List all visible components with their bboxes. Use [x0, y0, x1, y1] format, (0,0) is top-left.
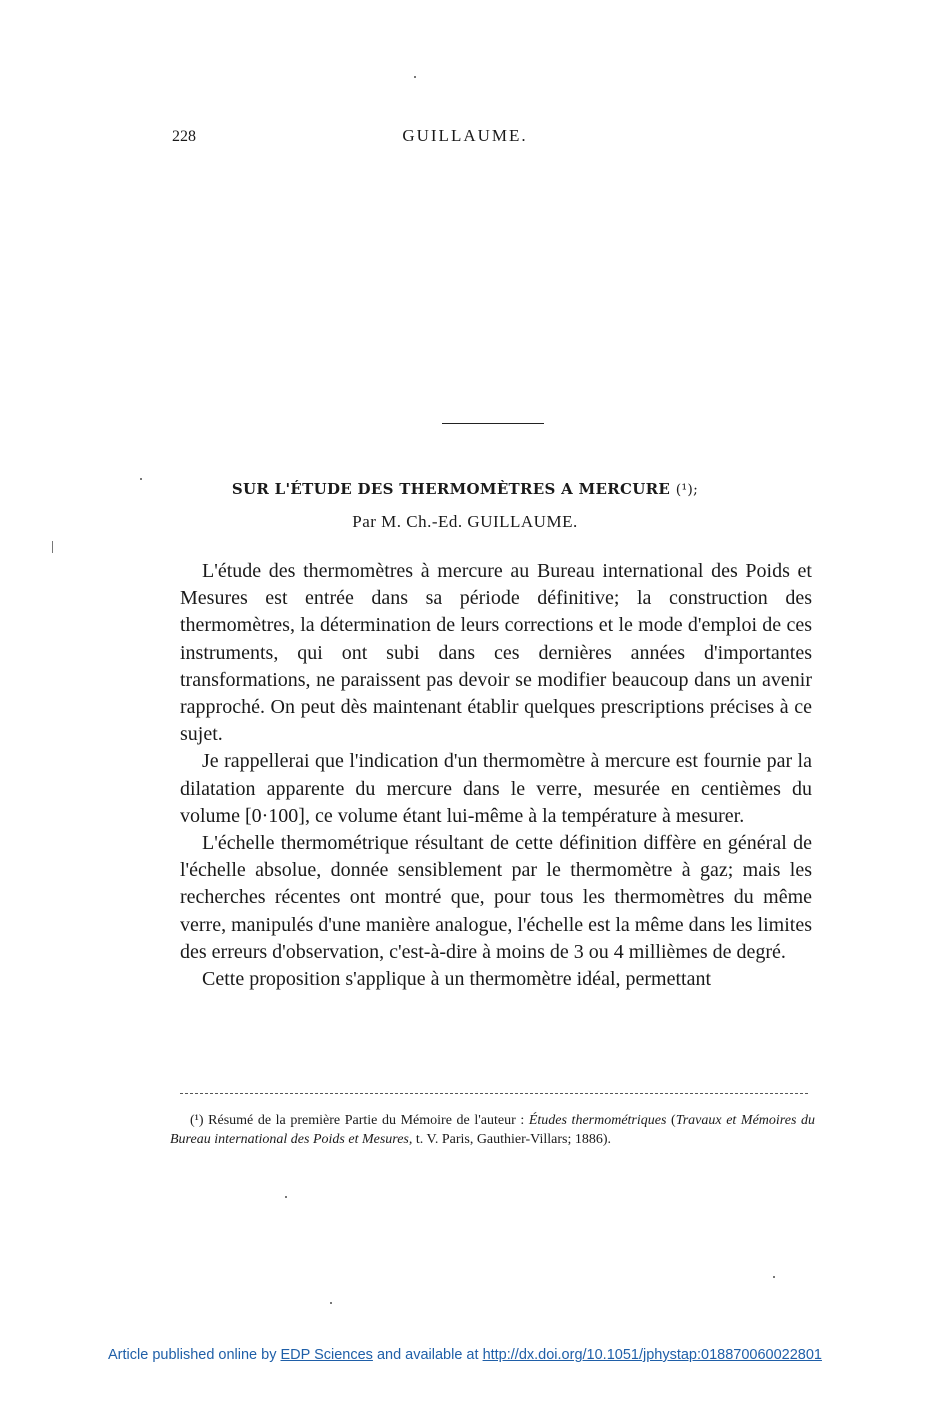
footnote-reference[interactable]: (¹);: [675, 482, 699, 498]
scan-speck: [285, 1196, 287, 1198]
footnote-divider: [180, 1093, 808, 1094]
paragraph: L'échelle thermométrique résultant de cette définition diffère en général de l'échelle absolue, donnée sensiblement par le thermomètre à gaz; mais les recherches récentes ont montré que, pour tous les thermomètres du même verre, manipulés d'une manière analogue, l'échelle est la même dans les limites des erreurs d'observation, c'est-à-dire à moins de 3 ou 4 millièmes de degré.: [180, 832, 812, 963]
footnote-work-title: Études thermométriques: [528, 1113, 667, 1128]
footnote-text: (: [666, 1113, 676, 1128]
publisher-link[interactable]: EDP Sciences: [280, 1347, 373, 1363]
paragraph: L'étude des thermomètres à mercure au Bureau international des Poids et Mesures est entrée dans sa période définitive; la construction des thermomètres, la détermination de leurs corrections et le mode d'emploi de ces instruments, qui ont subi dans ces dernières années d'importantes transformations, ne paraissent pas devoir se modifier beaucoup dans un avenir rapproché. On peut dès maintenant établir quelques prescriptions précises à ce sujet.: [180, 560, 812, 746]
paragraph: Cette proposition s'applique à un thermomètre idéal, permettant: [202, 968, 712, 991]
footer-text: and available at: [372, 1347, 483, 1363]
footnote-series-title: Travaux et Mémoires du Bureau international des Poids et Mesures,: [170, 1113, 815, 1147]
scan-speck: [330, 1302, 332, 1304]
page-number: 228: [172, 128, 196, 145]
paragraph: Je rappellerai que l'indication d'un thermomètre à mercure est fournie par la dilatation apparente du mercure dans le verre, mesurée en centièmes du volume [0·100], ce volume étant lui-même à la température à mesurer.: [180, 750, 812, 827]
footnote-text: Résumé de la première Partie du Mémoire de l'auteur :: [208, 1113, 529, 1128]
article-title: [0, 480, 930, 498]
scan-speck: [52, 541, 53, 553]
publisher-footer: [0, 1347, 930, 1363]
article-title-text: SUR L'ÉTUDE DES THERMOMÈTRES A MERCURE: [231, 480, 671, 498]
article-body: [180, 558, 812, 993]
scan-speck: [140, 478, 142, 480]
author-line: Par M. Ch.-Ed. GUILLAUME.: [352, 512, 578, 531]
title-separator-rule: [442, 423, 544, 424]
footer-text: Article published online by: [108, 1347, 281, 1363]
footnote-marker: (¹): [190, 1113, 204, 1128]
footnote-text: t. V. Paris, Gauthier-Villars; 1886).: [412, 1132, 611, 1147]
doi-link[interactable]: http://dx.doi.org/10.1051/jphystap:018870060022801: [482, 1347, 822, 1363]
scan-speck: [414, 76, 416, 78]
footnote: [170, 1111, 815, 1149]
scan-speck: [773, 1276, 775, 1278]
running-head: GUILLAUME.: [402, 126, 528, 145]
